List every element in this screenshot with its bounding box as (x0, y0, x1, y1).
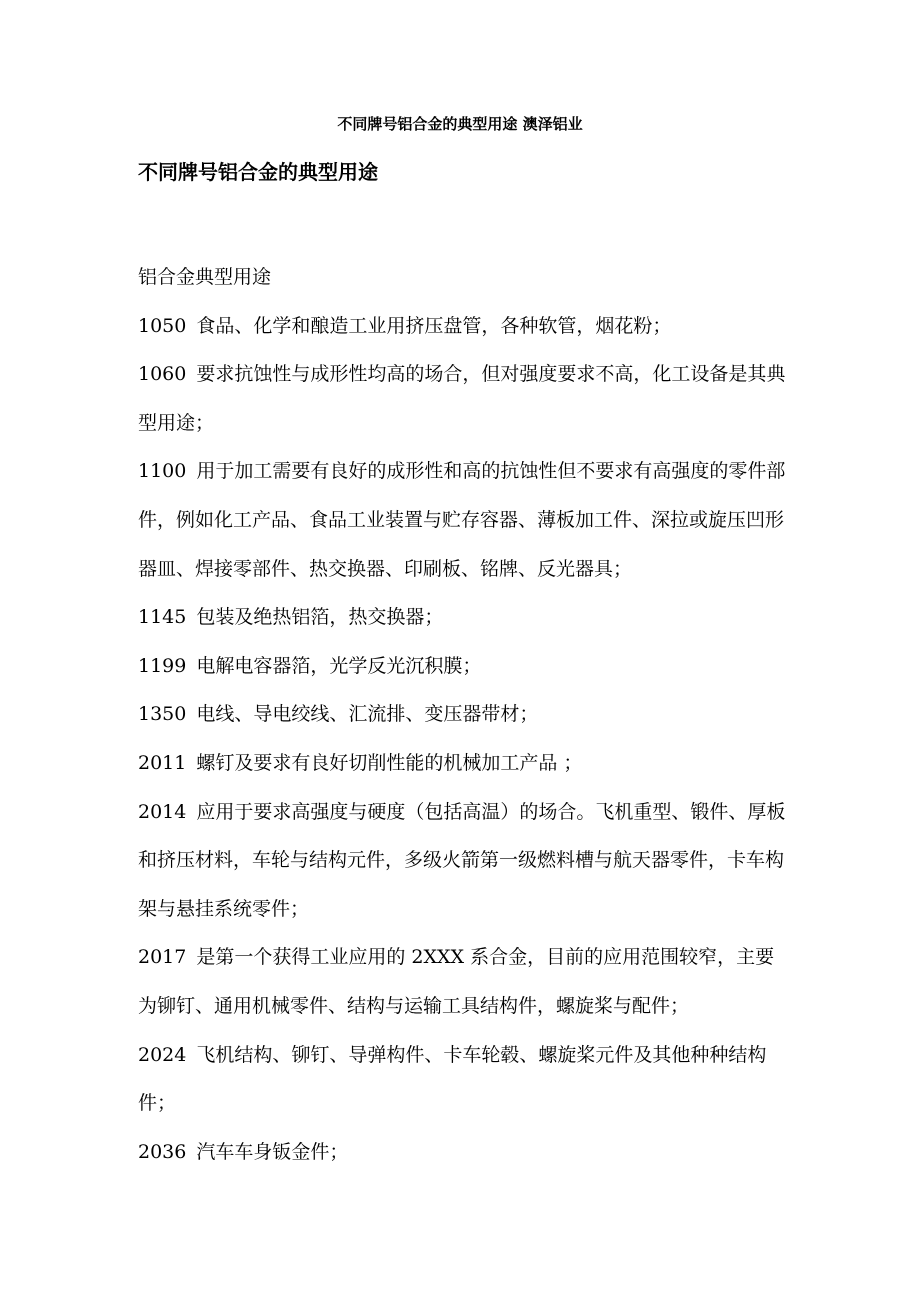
alloy-entry-1145 (138, 593, 788, 642)
alloy-entry-2017 (138, 933, 788, 1030)
alloy-code: 2014 (138, 800, 187, 823)
alloy-entry-1199 (138, 642, 788, 691)
alloy-code: 1060 (138, 363, 187, 386)
document-body (138, 253, 788, 1176)
alloy-code: 2036 (138, 1140, 187, 1163)
alloy-entry-1350 (138, 690, 788, 739)
alloy-entry-2024 (138, 1031, 788, 1128)
alloy-usage: 电线、导电绞线、汇流排、变压器带材； (196, 703, 539, 726)
document-title: 不同牌号铝合金的典型用途 (138, 160, 378, 184)
alloy-usage: 用于加工需要有良好的成形性和高的抗蚀性但不要求有高强度的零件部件，例如化工产品、食品工业装置与贮存容器、薄板加工件、深拉或旋压凹形器皿、焊接零部件、热交换器、印刷板、铭牌、反光器具； (138, 460, 786, 580)
alloy-usage: 应用于要求高强度与硬度（包括高温）的场合。飞机重型、锻件、厚板和挤压材料，车轮与结构元件，多级火箭第一级燃料槽与航天器零件，卡车构架与悬挂系统零件； (138, 800, 786, 920)
alloy-usage: 包装及绝热铝箔，热交换器； (196, 606, 444, 629)
alloy-code: 2017 (138, 946, 187, 969)
alloy-usage: 食品、化学和酿造工业用挤压盘管，各种软管，烟花粉； (196, 314, 672, 337)
alloy-entry-2036 (138, 1128, 788, 1177)
alloy-usage: 螺钉及要求有良好切削性能的机械加工产品 ； (196, 751, 583, 774)
alloy-code: 1145 (138, 606, 187, 629)
alloy-usage: 飞机结构、铆钉、导弹构件、卡车轮毂、螺旋桨元件及其他种种结构件； (138, 1043, 767, 1115)
alloy-entry-1050 (138, 302, 788, 351)
alloy-code: 1100 (138, 460, 187, 483)
alloy-code: 2011 (138, 751, 187, 774)
alloy-usage: 电解电容器箔，光学反光沉积膜； (196, 654, 482, 677)
alloy-code: 1350 (138, 703, 187, 726)
alloy-entry-1060 (138, 350, 788, 447)
alloy-entry-1100 (138, 447, 788, 593)
alloy-usage: 要求抗蚀性与成形性均高的场合，但对强度要求不高，化工设备是其典型用途； (138, 363, 786, 434)
section-heading: 铝合金典型用途 (138, 266, 272, 288)
alloy-entry-2011 (138, 739, 788, 788)
alloy-usage: 是第一个获得工业应用的 2XXX 系合金，目前的应用范围较窄，主要为铆钉、通用机械零件、结构与运输工具结构件，螺旋桨与配件； (138, 946, 775, 1017)
alloy-code: 1050 (138, 314, 187, 337)
alloy-code: 1199 (138, 654, 187, 677)
alloy-usage: 汽车车身钣金件； (196, 1140, 349, 1163)
alloy-code: 2024 (138, 1043, 187, 1066)
alloy-entry-2014 (138, 788, 788, 934)
page-header: 不同牌号铝合金的典型用途 澳泽铝业 (337, 115, 583, 133)
